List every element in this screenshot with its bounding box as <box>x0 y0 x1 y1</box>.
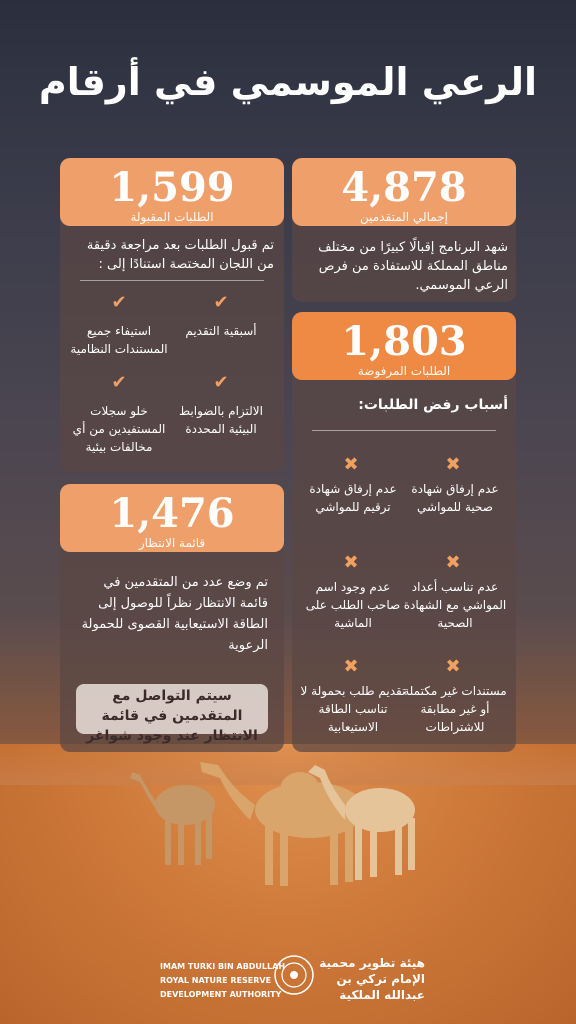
accepted-value: 1,599 <box>109 164 235 211</box>
reason-item: مستندات غير مكتملة أو غير مطابقة للاشتراطات <box>403 684 507 734</box>
criteria-item: أسبقية التقديم <box>185 324 257 338</box>
cross-icon: ✖ <box>343 454 359 475</box>
applicants-text: شهد البرنامج إقبالًا كبيرًا من مختلف مناطق المملكة للاستفادة من فرص الرعي الموسمي. <box>318 240 508 293</box>
authority-emblem-icon <box>272 953 316 997</box>
rejected-header <box>292 312 516 380</box>
check-icon: ✔ <box>213 292 229 313</box>
criteria-item: الالتزام بالضوابط البيئية المحددة <box>179 404 263 436</box>
cross-icon: ✖ <box>445 656 461 677</box>
waitlist-value: 1,476 <box>109 490 235 537</box>
reason-item: عدم إرفاق شهادة صحية للمواشي <box>411 482 499 514</box>
accepted-text: تم قبول الطلبات بعد مراجعة دقيقة من اللجان المختصة استنادًا إلى : <box>86 238 274 272</box>
accepted-label: الطلبات المقبولة <box>130 210 214 224</box>
cross-icon: ✖ <box>343 656 359 677</box>
waitlist-header <box>60 484 284 552</box>
org-name-ar: هيئة تطوير محمية الإمام تركي بن عبدالله الملكية <box>319 956 425 1002</box>
check-icon: ✔ <box>111 372 127 393</box>
cross-icon: ✖ <box>343 552 359 573</box>
applicants-value: 4,878 <box>341 164 467 211</box>
check-icon: ✔ <box>213 372 229 393</box>
check-icon: ✔ <box>111 292 127 313</box>
applicants-header <box>292 158 516 226</box>
cross-icon: ✖ <box>445 552 461 573</box>
divider <box>312 430 496 431</box>
reason-item: عدم تناسب أعداد المواشي مع الشهادة الصحية <box>403 580 507 630</box>
reason-item: تقديم طلب بحمولة لا تناسب الطاقة الاستيعابية <box>300 684 406 734</box>
rejected-label: الطلبات المرفوضة <box>357 364 451 378</box>
rejected-reasons-title: أسباب رفض الطلبات: <box>358 397 508 413</box>
reason-item: عدم وجود اسم صاحب الطلب على الماشية <box>305 580 401 630</box>
cross-icon: ✖ <box>445 454 461 475</box>
waitlist-text: تم وضع عدد من المتقدمين في قائمة الانتظار نظراً للوصول إلى الطاقة الاستيعابية القصوى للحمولة الرعوية <box>81 575 268 653</box>
rejected-value: 1,803 <box>341 318 467 365</box>
waitlist-label: قائمة الانتظار <box>138 536 206 550</box>
criteria-item: استيفاء جميع المستندات النظامية <box>70 324 168 356</box>
camels-illustration <box>130 750 430 900</box>
org-name-en: IMAM TURKI BIN ABDULLAH ROYAL NATURE RESERVE DEVELOPMENT AUTHORITY <box>160 962 286 999</box>
divider <box>80 280 264 281</box>
waitlist-note: سيتم التواصل مع المتقدمين في قائمة الانتظار عند وجود شواغر <box>76 684 268 734</box>
accepted-header <box>60 158 284 226</box>
applicants-label: إجمالي المتقدمين <box>360 210 448 224</box>
criteria-item: خلو سجلات المستفيدين من أي مخالفات بيئية <box>72 404 166 454</box>
reason-item: عدم إرفاق شهادة ترقيم للمواشي <box>309 482 397 514</box>
page-title: الرعي الموسمي في أرقام <box>38 60 538 104</box>
